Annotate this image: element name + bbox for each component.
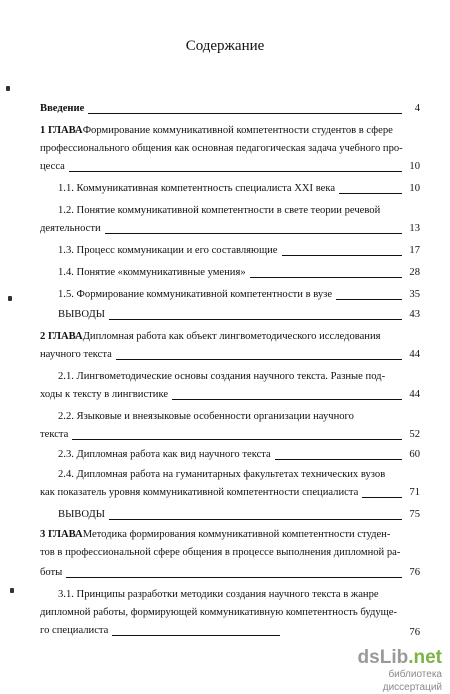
entry-text: 1.5. Формирование коммуникативной компетентности в вузе [58,289,333,300]
watermark [346,648,442,694]
leader-line [112,635,280,636]
entry-text: ходы к тексту в лингвистике [40,389,169,400]
leader-line [109,319,402,320]
toc-entry-1-4[interactable] [58,264,420,282]
toc-entry-continuation [40,544,420,562]
toc-entry-2-3[interactable] [58,446,420,464]
toc-entry-continuation [40,158,420,176]
entry-text: профессионального общения как основная педагогическая задача учебного про- [40,143,403,154]
toc-entry-3-1[interactable] [58,586,420,604]
leader-line [250,277,402,278]
entry-text: ВЫВОДЫ [58,309,105,320]
entry-text: Методика формирования коммуникативной компетентности студен- [82,529,391,540]
entry-text: Дипломная работа как объект лингвометодического исследования [82,331,381,342]
toc-entry-page [360,624,420,642]
toc-entry-2-4[interactable] [58,466,420,484]
entry-text: цесса [40,161,65,172]
chapter-label: 2 ГЛАВА [40,331,83,342]
toc-entry-conclusions-1[interactable] [58,306,420,324]
toc-entry-chapter-2[interactable] [40,328,420,346]
entry-text: ВЫВОДЫ [58,509,105,520]
leader-line [282,255,403,256]
entry-text: 2.3. Дипломная работа как вид научного текста [58,449,271,460]
toc-entry-continuation [40,564,420,582]
toc-entry-continuation [40,426,420,444]
entry-text: Введение [40,103,85,114]
toc-entry-conclusions-2[interactable] [58,506,420,524]
page-number: 76 [409,627,420,638]
toc-entry-1-1[interactable] [58,180,420,198]
leader-line [69,171,402,172]
page-number: 13 [409,223,420,234]
entry-text: 1.3. Процесс коммуникации и его составляющие [58,245,278,256]
toc-entry-continuation [40,622,280,640]
entry-text: деятельности [40,223,101,234]
leader-line [336,299,402,300]
toc-entry-continuation [40,220,420,238]
entry-text: 1.4. Понятие «коммуникативные умения» [58,267,246,278]
toc-entry-1-5[interactable] [58,286,420,304]
watermark-logo [346,648,442,668]
entry-text: 1.1. Коммуникативная компетентность специалиста XXI века [58,183,336,194]
entry-text: 2.1. Лингвометодические основы создания научного текста. Разные под- [58,371,386,382]
toc-entry-introduction[interactable] [40,100,420,118]
leader-line [72,439,402,440]
toc-entry-continuation [40,604,420,622]
toc-entry-2-1[interactable] [58,368,420,386]
page-number: 35 [409,289,420,300]
chapter-label: 1 ГЛАВА [40,125,83,136]
entry-text: как показатель уровня коммуникативной компетентности специалиста [40,487,359,498]
entry-text: дипломной работы, формирующей коммуникативную компетентность будуще- [40,607,398,618]
entry-text: 2.2. Языковые и внеязыковые особенности организации научного [58,411,354,422]
watermark-logo-accent: .net [408,647,442,668]
chapter-label: 3 ГЛАВА [40,529,83,540]
page-number: 43 [409,309,420,320]
page-number: 52 [409,429,420,440]
binder-mark [8,296,12,301]
page-number: 17 [409,245,420,256]
toc-entry-1-2[interactable] [58,202,420,220]
entry-text: 2.4. Дипломная работа на гуманитарных факультетах технических вузов [58,469,386,480]
page-number: 44 [409,389,420,400]
page-number: 10 [409,161,420,172]
entry-text: 1.2. Понятие коммуникативной компетентности в свете теории речевой [58,205,381,216]
leader-line [88,113,402,114]
page-number: 10 [409,183,420,194]
leader-line [275,459,402,460]
entry-text: го специалиста [40,625,109,636]
entry-text: 3.1. Принципы разработки методики создания научного текста в жанре [58,589,379,600]
binder-mark [6,86,10,91]
watermark-logo-main: dsLib [357,647,409,668]
leader-line [109,519,402,520]
page-number: 71 [409,487,420,498]
toc-entry-continuation [40,346,420,364]
toc-entry-continuation [40,386,420,404]
page-number: 28 [409,267,420,278]
page-number: 75 [409,509,420,520]
binder-mark [10,588,14,593]
leader-line [172,399,402,400]
toc-entry-continuation [40,484,420,502]
page-number: 60 [409,449,420,460]
toc-entry-chapter-3[interactable] [40,526,420,544]
toc-entry-1-3[interactable] [58,242,420,260]
leader-line [116,359,402,360]
entry-text: тов в профессиональной сфере общения в процессе выполнения дипломной ра- [40,547,401,558]
entry-text: боты [40,567,63,578]
page-number: 4 [414,103,420,114]
entry-text: текста [40,429,69,440]
toc-entry-2-2[interactable] [58,408,420,426]
entry-text: научного текста [40,349,112,360]
toc-entry-continuation [40,140,420,158]
page-number: 44 [409,349,420,360]
leader-line [362,497,402,498]
leader-line [66,577,402,578]
toc-entry-chapter-1[interactable] [40,122,420,140]
page-number: 76 [409,567,420,578]
page-title: Содержание [185,38,265,54]
entry-text: Формирование коммуникативной компетентности студентов в сфере [82,125,393,136]
leader-line [105,233,402,234]
leader-line [339,193,402,194]
watermark-subtitle: библиотека диссертаций [382,669,442,693]
